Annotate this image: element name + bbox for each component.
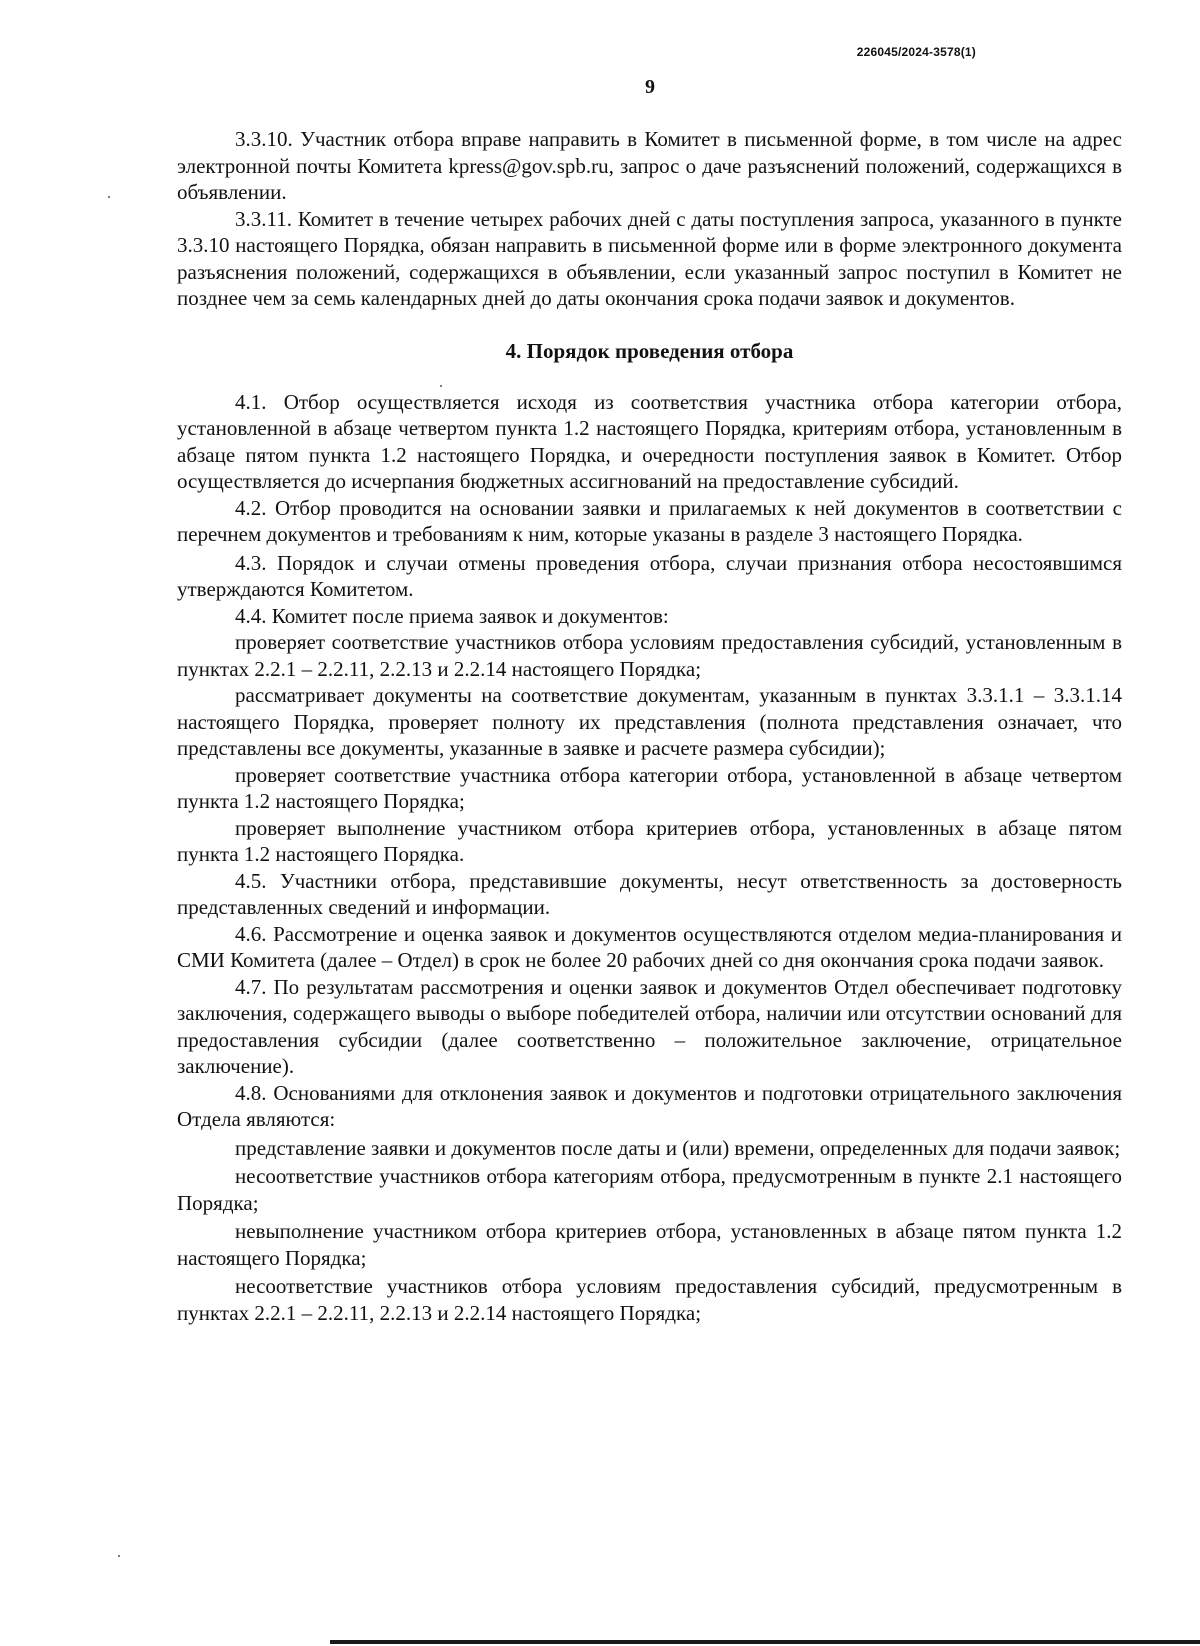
section-title: 4. Порядок проведения отбора	[505, 338, 794, 363]
list-item: рассматривает документы на соответствие документам, указанным в пунктах 3.3.1.1 – 3.3.1.14 настоящего Порядка, проверяет полноту их представления (полнота представления означает, что представлены все документы, указанные в заявке и расчете размера субсидии);	[177, 683, 1122, 760]
document-number: 226045/2024-3578(1)	[856, 45, 976, 59]
document-body	[177, 126, 1122, 1326]
paragraph-4-7: 4.7. По результатам рассмотрения и оценки заявок и документов Отдел обеспечивает подготовку заключения, содержащего выводы о выборе победителей отбора, наличии или отсутствии оснований для предоставления субсидии (далее соответственно – положительное заключение, отрицательное заключение).	[177, 974, 1122, 1078]
page-number: 9	[645, 76, 655, 98]
paragraph-4-2: 4.2. Отбор проводится на основании заявки и прилагаемых к ней документов в соответствии с перечнем документов и требованиям к ним, которые указаны в разделе 3 настоящего Порядка.	[177, 495, 1122, 546]
paragraph-4-1: 4.1. Отбор осуществляется исходя из соответствия участника отбора категории отбора, установленной в абзаце четвертом пункта 1.2 настоящего Порядка, критериям отбора, установленным в абзаце пятом пункта 1.2 настоящего Порядка, и очередности поступления заявок в Комитет. Отбор осуществляется до исчерпания бюджетных ассигнований на предоставление субсидий.	[177, 389, 1122, 493]
list-item: несоответствие участников отбора категориям отбора, предусмотренным в пункте 2.1 настоящего Порядка;	[177, 1164, 1122, 1215]
paragraph-4-5: 4.5. Участники отбора, представившие документы, несут ответственность за достоверность представленных сведений и информации.	[177, 868, 1122, 919]
list-item: несоответствие участников отбора условиям предоставления субсидий, предусмотренным в пунктах 2.2.1 – 2.2.11, 2.2.13 и 2.2.14 настоящего Порядка;	[177, 1274, 1122, 1325]
list-item: невыполнение участником отбора критериев отбора, установленных в абзаце пятом пункта 1.2 настоящего Порядка;	[177, 1219, 1122, 1270]
paragraph-3-3-10: 3.3.10. Участник отбора вправе направить в Комитет в письменной форме, в том числе на адрес электронной почты Комитета kpress@gov.spb.ru, запрос о даче разъяснений положений, содержащихся в объявлении.	[177, 127, 1122, 204]
scan-artifact	[118, 1555, 120, 1557]
paragraph-3-3-11: 3.3.11. Комитет в течение четырех рабочих дней с даты поступления запроса, указанного в пункте 3.3.10 настоящего Порядка, обязан направить в письменной форме или в форме электронного документа разъяснения положений, содержащихся в объявлении, если указанный запрос поступил в Комитет не позднее чем за семь календарных дней до даты окончания срока подачи заявок и документов.	[177, 206, 1122, 310]
paragraph-4-4: 4.4. Комитет после приема заявок и документов:	[235, 603, 669, 628]
paragraph-4-8: 4.8. Основаниями для отклонения заявок и документов и подготовки отрицательного заключения Отдела являются:	[177, 1080, 1122, 1131]
list-item: проверяет соответствие участника отбора категории отбора, установленной в абзаце четвертом пункта 1.2 настоящего Порядка;	[177, 762, 1122, 813]
scan-artifact	[440, 385, 442, 387]
list-item: представление заявки и документов после даты и (или) времени, определенных для подачи заявок;	[235, 1135, 1121, 1160]
list-item: проверяет выполнение участником отбора критериев отбора, установленных в абзаце пятом пункта 1.2 настоящего Порядка.	[177, 815, 1122, 866]
list-item: проверяет соответствие участников отбора условиям предоставления субсидий, установленным в пунктах 2.2.1 – 2.2.11, 2.2.13 и 2.2.14 настоящего Порядка;	[177, 630, 1122, 681]
scan-artifact	[108, 196, 110, 198]
paragraph-4-6: 4.6. Рассмотрение и оценка заявок и документов осуществляются отделом медиа-планирования и СМИ Комитета (далее – Отдел) в срок не более 20 рабочих дней со дня окончания срока подачи заявок.	[177, 921, 1122, 972]
scan-edge-line	[330, 1640, 1200, 1644]
paragraph-4-3: 4.3. Порядок и случаи отмены проведения отбора, случаи признания отбора несостоявшимся утверждаются Комитетом.	[177, 550, 1122, 601]
